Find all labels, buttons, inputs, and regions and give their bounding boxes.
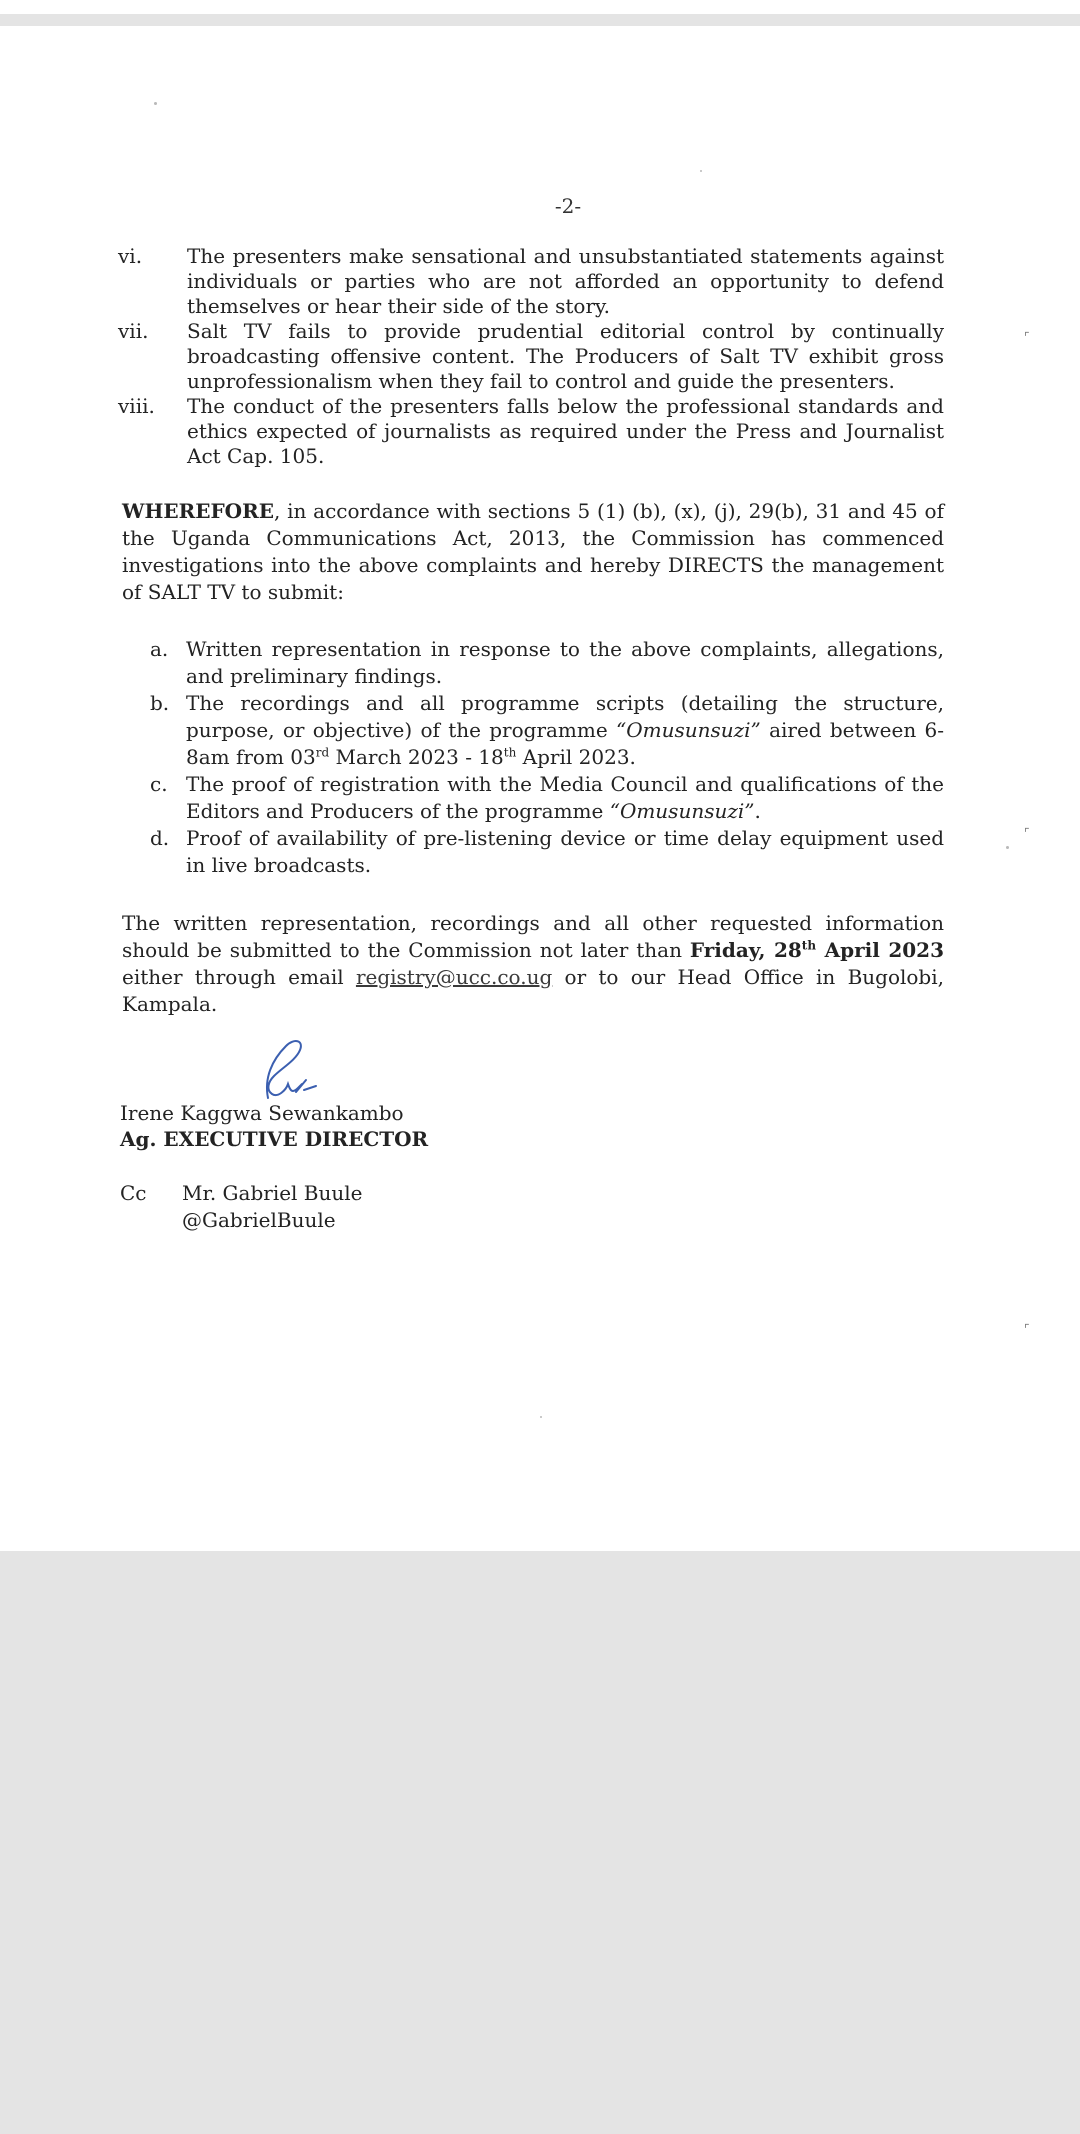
wherefore-lead: WHEREFORE — [122, 499, 274, 523]
deadline-year: April 2023 — [816, 938, 944, 962]
scan-speck — [1006, 846, 1009, 849]
text-run: March 2023 - 18 — [329, 745, 504, 769]
page-number: -2- — [554, 194, 582, 218]
list-item-text: Salt TV fails to provide prudential editorial control by continually broadcasting offensive content. The Producers of Salt TV exhibit gross unprofessionalism when they fail to control and guide the presenters. — [187, 319, 944, 393]
scan-speck — [700, 170, 702, 172]
list-item-text: The conduct of the presenters falls below the professional standards and ethics expected of journalists as required under the Press and Journalist Act Cap. 105. — [187, 394, 944, 468]
signatory-title: Ag. EXECUTIVE DIRECTOR — [120, 1127, 429, 1151]
requirements-list — [150, 636, 944, 879]
list-item-letter: c. — [150, 772, 168, 796]
text-run: aired between 6-8am from 03 — [186, 718, 944, 769]
list-item-text — [186, 771, 944, 825]
list-item — [150, 690, 944, 771]
list-item-letter: d. — [150, 826, 170, 850]
text-run: The proof of registration with the Media Council and qualifications of the Editors and Producers of the programme — [186, 772, 944, 823]
list-item-number: vii. — [118, 319, 149, 343]
signatory-name: Irene Kaggwa Sewankambo — [120, 1101, 404, 1125]
signature-image — [258, 1038, 330, 1104]
cc-handle: @GabrielBuule — [182, 1208, 336, 1232]
scan-speck — [540, 1416, 542, 1418]
wherefore-text: , in accordance with sections 5 (1) (b), (x), (j), 29(b), 31 and 45 of the Uganda Communications Act, 2013, the Commission has commenced investigations into the above complaints and hereby DIRECTS the management of SALT TV to submit: — [122, 499, 944, 604]
cc-name: Mr. Gabriel Buule — [182, 1181, 363, 1205]
list-item-text: Proof of availability of pre-listening device or time delay equipment used in live broadcasts. — [186, 826, 944, 877]
deadline — [690, 938, 944, 962]
list-item — [150, 825, 944, 879]
list-item-number: vi. — [118, 244, 143, 268]
list-item — [150, 771, 944, 825]
list-item — [118, 244, 944, 319]
text-run: The written representation, recordings and all other requested information should be submitted to the Commission not later than — [122, 911, 944, 962]
list-item-text: The presenters make sensational and unsubstantiated statements against individuals or parties who are not afforded an opportunity to defend themselves or hear their side of the story. — [187, 244, 944, 318]
list-item — [118, 319, 944, 394]
top-bar — [0, 0, 1080, 14]
text-run: . — [754, 799, 761, 823]
list-item — [118, 394, 944, 469]
text-run: The recordings and all programme scripts (detailing the structure, purpose, or objective) of the programme — [186, 691, 944, 742]
list-item-number: viii. — [118, 394, 155, 418]
list-item-letter: b. — [150, 691, 170, 715]
ordinal-suffix: th — [801, 938, 817, 953]
email-link[interactable]: registry@ucc.co.ug — [355, 965, 553, 989]
scan-edge-mark: ⌜ — [1024, 1322, 1030, 1336]
programme-title: “Omusunsuzi” — [609, 799, 755, 823]
list-item-text — [186, 690, 944, 771]
submission-paragraph — [122, 910, 944, 1018]
wherefore-paragraph — [122, 498, 944, 606]
programme-title: “Omusunsuzi” — [615, 718, 761, 742]
text-run: April 2023. — [516, 745, 636, 769]
findings-list — [118, 244, 944, 469]
scan-edge-mark: ⌜ — [1024, 330, 1030, 344]
text-run: or to our Head Office in Bugolobi, Kampala. — [122, 965, 944, 1016]
list-item-text: Written representation in response to the above complaints, allegations, and preliminary findings. — [186, 637, 944, 688]
cc-label: Cc — [120, 1181, 147, 1205]
scan-speck — [154, 102, 157, 105]
list-item — [150, 636, 944, 690]
scan-edge-mark: ⌜ — [1024, 826, 1030, 840]
top-divider — [0, 14, 1080, 26]
list-item-letter: a. — [150, 637, 169, 661]
ordinal-suffix: th — [503, 745, 517, 760]
text-run: either through email — [122, 965, 356, 989]
deadline-date: Friday, 28 — [689, 938, 802, 962]
ordinal-suffix: rd — [315, 745, 330, 760]
